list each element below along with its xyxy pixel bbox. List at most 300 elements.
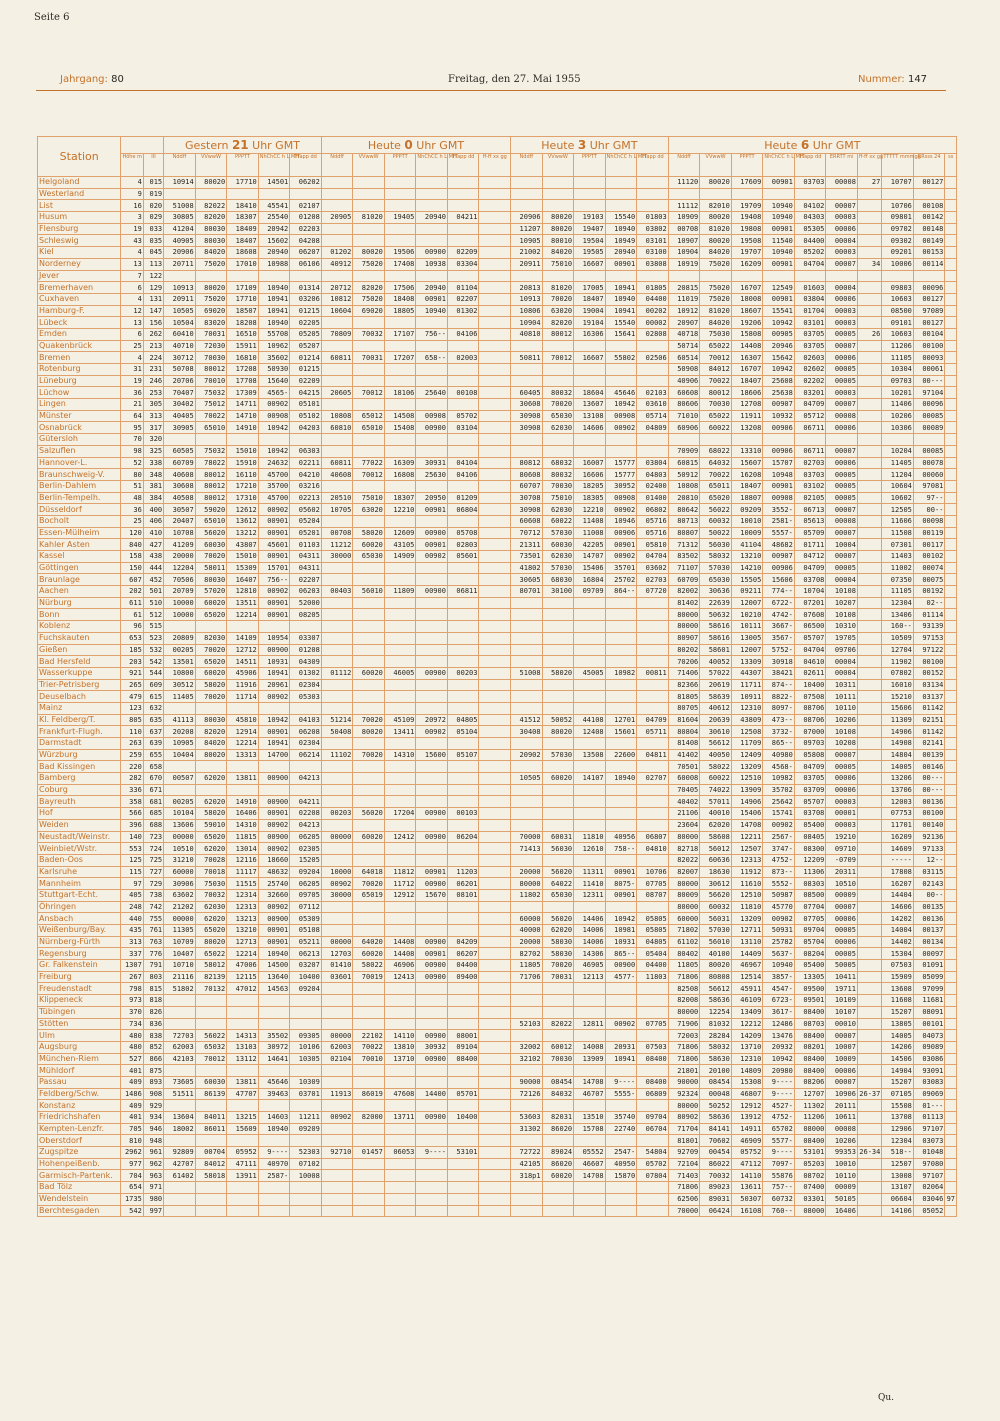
- table-cell: 518--: [882, 1147, 914, 1159]
- table-row: [38, 247, 957, 259]
- table-cell: [945, 352, 957, 364]
- table-row: [38, 714, 957, 726]
- table-cell: 16207: [882, 878, 914, 890]
- table-cell: 82002: [668, 586, 700, 598]
- table-cell: [542, 200, 574, 212]
- table-cell: 03602: [637, 562, 669, 574]
- table-cell: 07608: [794, 609, 826, 621]
- table-cell: 00007: [826, 527, 858, 539]
- table-cell: 09101: [882, 317, 914, 329]
- table-row: [38, 1182, 957, 1194]
- table-cell: 80030: [195, 235, 227, 247]
- table-cell: [258, 702, 290, 714]
- table-cell: [857, 551, 881, 563]
- table-cell: [195, 784, 227, 796]
- table-cell: 14406: [574, 913, 606, 925]
- table-cell: 10010: [826, 1158, 858, 1170]
- table-cell: 16306: [574, 328, 606, 340]
- table-cell: 15304: [882, 948, 914, 960]
- table-cell: 75020: [353, 258, 385, 270]
- table-cell: [321, 1193, 353, 1205]
- table-cell: 03709: [794, 784, 826, 796]
- table-cell: 80030: [195, 574, 227, 586]
- table-cell: 80202: [668, 644, 700, 656]
- table-cell: [447, 597, 479, 609]
- table-cell: 544: [143, 667, 163, 679]
- table-cell: [447, 738, 479, 750]
- table-cell: [945, 1147, 957, 1159]
- table-cell: 15308: [731, 1076, 763, 1088]
- station-name: Jever: [38, 270, 121, 282]
- table-cell: 12810: [227, 586, 259, 598]
- table-cell: 56010: [353, 586, 385, 598]
- table-row: [38, 457, 957, 469]
- station-name: Bonn: [38, 609, 121, 621]
- table-cell: [479, 784, 511, 796]
- table-cell: [479, 1088, 511, 1100]
- table-cell: 03134: [913, 679, 945, 691]
- table-cell: 13805: [882, 1018, 914, 1030]
- table-cell: [479, 293, 511, 305]
- table-cell: 05752: [731, 1147, 763, 1159]
- table-cell: 12313: [227, 901, 259, 913]
- table-cell: 14609: [882, 843, 914, 855]
- table-cell: 82139: [195, 971, 227, 983]
- table-cell: 18407: [574, 293, 606, 305]
- station-name: Braunlage: [38, 574, 121, 586]
- table-cell: 05708: [447, 527, 479, 539]
- table-row: [38, 738, 957, 750]
- table-row: [38, 854, 957, 866]
- table-row: [38, 469, 957, 481]
- table-cell: 00902: [605, 1018, 637, 1030]
- table-cell: [637, 1205, 669, 1217]
- table-cell: [945, 644, 957, 656]
- table-cell: 635: [143, 714, 163, 726]
- table-cell: 06303: [290, 445, 322, 457]
- table-cell: [857, 738, 881, 750]
- table-cell: 427: [143, 539, 163, 551]
- table-cell: 05400: [794, 960, 826, 972]
- table-cell: 97104: [913, 387, 945, 399]
- table-cell: [945, 1170, 957, 1182]
- table-cell: 19408: [731, 212, 763, 224]
- station-name: Ansbach: [38, 913, 121, 925]
- table-cell: [447, 679, 479, 691]
- table-cell: [321, 200, 353, 212]
- table-cell: [321, 925, 353, 937]
- table-cell: [321, 235, 353, 247]
- station-name: Bremerhaven: [38, 282, 121, 294]
- table-cell: 00007: [826, 258, 858, 270]
- table-cell: [447, 854, 479, 866]
- table-cell: [479, 1123, 511, 1135]
- table-cell: 58608: [700, 831, 732, 843]
- table-cell: 15707: [763, 457, 795, 469]
- table-cell: 02208: [290, 808, 322, 820]
- table-cell: 156: [143, 317, 163, 329]
- table-cell: 15602: [258, 235, 290, 247]
- table-cell: 480: [121, 1041, 143, 1053]
- table-cell: 19: [121, 375, 143, 387]
- table-cell: 09302: [882, 235, 914, 247]
- station-name: Hamburg-F.: [38, 305, 121, 317]
- table-cell: 64032: [700, 457, 732, 469]
- table-cell: 810: [121, 1135, 143, 1147]
- table-cell: 15309: [227, 562, 259, 574]
- table-cell: 00---: [913, 375, 945, 387]
- table-cell: [416, 995, 448, 1007]
- table-cell: [605, 796, 637, 808]
- table-cell: 00902: [258, 586, 290, 598]
- table-cell: [479, 200, 511, 212]
- table-cell: 16110: [227, 469, 259, 481]
- table-cell: 14210: [731, 562, 763, 574]
- table-cell: [195, 761, 227, 773]
- table-cell: 14402: [882, 936, 914, 948]
- table-cell: [542, 364, 574, 376]
- table-cell: [416, 913, 448, 925]
- table-cell: [857, 632, 881, 644]
- table-cell: 04712: [794, 551, 826, 563]
- table-cell: 65010: [195, 422, 227, 434]
- table-cell: 16510: [227, 328, 259, 340]
- table-cell: 19104: [574, 317, 606, 329]
- table-cell: 60811: [321, 457, 353, 469]
- table-cell: 12113: [574, 971, 606, 983]
- table-cell: 04709: [794, 562, 826, 574]
- table-cell: 305: [143, 399, 163, 411]
- table-cell: 10808: [668, 480, 700, 492]
- table-cell: 00202: [637, 305, 669, 317]
- table-cell: [574, 1065, 606, 1077]
- table-cell: 09201: [882, 247, 914, 259]
- table-cell: 03804: [794, 293, 826, 305]
- table-cell: 10000: [321, 866, 353, 878]
- table-cell: 10505: [164, 305, 196, 317]
- table-cell: 00008: [826, 177, 858, 189]
- table-cell: [290, 761, 322, 773]
- table-cell: [384, 223, 416, 235]
- table-cell: 57011: [700, 796, 732, 808]
- table-cell: [605, 375, 637, 387]
- table-cell: 80020: [700, 177, 732, 189]
- table-cell: 55802: [605, 352, 637, 364]
- table-cell: 12486: [763, 1018, 795, 1030]
- table-cell: [353, 434, 385, 446]
- table-cell: [574, 445, 606, 457]
- table-cell: [321, 761, 353, 773]
- table-cell: [447, 995, 479, 1007]
- table-cell: 12912: [384, 889, 416, 901]
- table-cell: [637, 738, 669, 750]
- table-cell: 9----: [258, 1147, 290, 1159]
- table-cell: [945, 714, 957, 726]
- table-cell: 282: [121, 773, 143, 785]
- station-name: Mühldorf: [38, 1065, 121, 1077]
- table-cell: [857, 621, 881, 633]
- table-cell: [479, 1135, 511, 1147]
- table-cell: 20931: [605, 1041, 637, 1053]
- table-cell: 203: [121, 656, 143, 668]
- table-cell: [384, 480, 416, 492]
- table-cell: 97: [121, 878, 143, 890]
- table-cell: [542, 854, 574, 866]
- table-cell: 122: [143, 270, 163, 282]
- table-cell: 80642: [668, 504, 700, 516]
- table-cell: 70020: [195, 551, 227, 563]
- table-cell: [353, 854, 385, 866]
- table-cell: 10940: [605, 223, 637, 235]
- table-cell: [542, 901, 574, 913]
- table-cell: 80020: [542, 212, 574, 224]
- table-cell: [479, 866, 511, 878]
- table-cell: 45601: [258, 539, 290, 551]
- station-name: Deuselbach: [38, 691, 121, 703]
- table-cell: [542, 1065, 574, 1077]
- table-cell: [511, 434, 543, 446]
- table-cell: 12510: [731, 773, 763, 785]
- table-cell: 13608: [882, 983, 914, 995]
- table-cell: 4742-: [763, 609, 795, 621]
- table-cell: 47112: [731, 1158, 763, 1170]
- station-name: Garmisch-Partenk.: [38, 1170, 121, 1182]
- table-cell: [447, 1158, 479, 1170]
- table-cell: [479, 364, 511, 376]
- table-cell: 00901: [416, 866, 448, 878]
- table-row: [38, 1147, 957, 1159]
- table-cell: 10919: [668, 258, 700, 270]
- station-name: Cuxhaven: [38, 293, 121, 305]
- table-cell: 60020: [542, 1170, 574, 1182]
- table-cell: [637, 270, 669, 282]
- table-cell: [945, 340, 957, 352]
- table-cell: 08702: [794, 1170, 826, 1182]
- table-cell: [605, 1182, 637, 1194]
- table-cell: 70000: [511, 831, 543, 843]
- table-cell: 73501: [511, 551, 543, 563]
- table-cell: 03101: [637, 235, 669, 247]
- table-cell: 00900: [416, 971, 448, 983]
- table-cell: 317: [143, 422, 163, 434]
- table-cell: 21002: [511, 247, 543, 259]
- table-cell: [416, 1135, 448, 1147]
- table-cell: 56612: [700, 738, 732, 750]
- table-cell: 10913: [164, 282, 196, 294]
- table-cell: [321, 317, 353, 329]
- table-cell: 40010: [700, 808, 732, 820]
- table-cell: 59020: [195, 504, 227, 516]
- table-cell: [913, 188, 945, 200]
- table-cell: 02107: [290, 200, 322, 212]
- table-cell: 12549: [763, 282, 795, 294]
- table-cell: 11120: [668, 177, 700, 189]
- station-name: Baden-Oos: [38, 854, 121, 866]
- table-cell: 10411: [826, 971, 858, 983]
- table-row: [38, 317, 957, 329]
- table-cell: 17207: [384, 352, 416, 364]
- table-cell: [511, 621, 543, 633]
- table-cell: 07112: [290, 901, 322, 913]
- table-cell: [511, 1065, 543, 1077]
- table-cell: 11810: [574, 831, 606, 843]
- table-cell: 22600: [605, 749, 637, 761]
- table-cell: 19: [121, 223, 143, 235]
- table-cell: 00--: [913, 504, 945, 516]
- table-cell: 15777: [605, 469, 637, 481]
- table-cell: 00900: [416, 936, 448, 948]
- table-cell: [945, 632, 957, 644]
- table-cell: 00205: [164, 796, 196, 808]
- table-cell: 82702: [511, 948, 543, 960]
- table-cell: [945, 1041, 957, 1053]
- table-cell: 45005: [574, 667, 606, 679]
- table-cell: 18106: [384, 387, 416, 399]
- table-cell: 17107: [384, 328, 416, 340]
- table-cell: 10206: [826, 1135, 858, 1147]
- table-cell: 10706: [882, 200, 914, 212]
- table-cell: 01314: [290, 282, 322, 294]
- table-cell: 705: [121, 1123, 143, 1135]
- table-cell: [945, 1123, 957, 1135]
- station-name: Kiel: [38, 247, 121, 259]
- table-cell: 58020: [353, 527, 385, 539]
- table-cell: 755: [143, 913, 163, 925]
- table-cell: 04211: [290, 796, 322, 808]
- table-cell: [574, 1006, 606, 1018]
- table-cell: 42205: [574, 539, 606, 551]
- table-cell: 50708: [164, 364, 196, 376]
- table-cell: [511, 364, 543, 376]
- table-cell: 00003: [826, 247, 858, 259]
- table-cell: 03137: [913, 691, 945, 703]
- table-cell: [353, 270, 385, 282]
- table-cell: 00006: [826, 293, 858, 305]
- table-cell: 02209: [290, 375, 322, 387]
- table-cell: 9: [121, 188, 143, 200]
- table-cell: 18002: [164, 1123, 196, 1135]
- table-cell: 65022: [700, 410, 732, 422]
- table-cell: 4: [121, 352, 143, 364]
- table-cell: [353, 317, 385, 329]
- table-cell: 671: [143, 784, 163, 796]
- table-cell: 15642: [763, 352, 795, 364]
- table-cell: 10913: [511, 293, 543, 305]
- table-cell: 71906: [668, 1018, 700, 1030]
- code-header: NhChCC h L MH: [258, 154, 290, 177]
- table-cell: 81020: [700, 305, 732, 317]
- table-cell: [353, 656, 385, 668]
- table-cell: [479, 328, 511, 340]
- table-cell: 10940: [763, 247, 795, 259]
- table-cell: [857, 609, 881, 621]
- table-cell: 16406: [826, 1205, 858, 1217]
- table-cell: [290, 1065, 322, 1077]
- table-cell: 57030: [542, 749, 574, 761]
- table-cell: [511, 983, 543, 995]
- table-cell: [258, 434, 290, 446]
- table-cell: 80705: [668, 702, 700, 714]
- table-cell: 15207: [882, 1006, 914, 1018]
- station-header: Station: [38, 137, 121, 177]
- station-name: Wendelstein: [38, 1193, 121, 1205]
- table-cell: 98: [121, 445, 143, 457]
- table-cell: 58022: [700, 761, 732, 773]
- table-row: [38, 1053, 957, 1065]
- table-cell: [384, 1076, 416, 1088]
- table-cell: 11002: [882, 562, 914, 574]
- table-cell: [479, 457, 511, 469]
- station-name: Hohenpeißenb.: [38, 1158, 121, 1170]
- table-cell: [416, 1205, 448, 1217]
- table-cell: 65022: [195, 948, 227, 960]
- table-cell: [637, 784, 669, 796]
- table-cell: [574, 597, 606, 609]
- table-cell: 10941: [258, 293, 290, 305]
- table-cell: 11212: [321, 539, 353, 551]
- table-cell: 73605: [164, 1076, 196, 1088]
- table-cell: 1735: [121, 1193, 143, 1205]
- table-cell: 10949: [605, 235, 637, 247]
- table-cell: 07704: [794, 901, 826, 913]
- table-cell: 00908: [416, 410, 448, 422]
- table-cell: 17808: [882, 866, 914, 878]
- table-cell: 01202: [321, 247, 353, 259]
- station-name: Öhringen: [38, 901, 121, 913]
- table-cell: 4: [121, 177, 143, 189]
- table-cell: 04213: [290, 773, 322, 785]
- table-cell: 12304: [882, 1135, 914, 1147]
- table-cell: 48632: [258, 866, 290, 878]
- table-cell: 14313: [227, 1030, 259, 1042]
- table-cell: [857, 492, 881, 504]
- table-cell: [945, 1006, 957, 1018]
- table-cell: [511, 761, 543, 773]
- table-cell: [574, 1030, 606, 1042]
- table-cell: [511, 445, 543, 457]
- table-cell: 64022: [542, 878, 574, 890]
- table-cell: 30610: [700, 726, 732, 738]
- table-cell: 05805: [637, 925, 669, 937]
- table-cell: [945, 1112, 957, 1124]
- table-cell: 53101: [794, 1147, 826, 1159]
- table-cell: 00096: [913, 282, 945, 294]
- table-cell: 05805: [637, 913, 669, 925]
- table-cell: 10706: [637, 866, 669, 878]
- table-cell: [416, 317, 448, 329]
- table-cell: 00901: [258, 597, 290, 609]
- table-cell: [479, 1170, 511, 1182]
- table-cell: 01209: [447, 492, 479, 504]
- table-cell: 00006: [826, 422, 858, 434]
- station-name: Gütersloh: [38, 434, 121, 446]
- table-cell: 10110: [826, 1170, 858, 1182]
- table-cell: 50632: [700, 609, 732, 621]
- table-cell: 14911: [731, 1123, 763, 1135]
- table-cell: [384, 609, 416, 621]
- table-cell: 02213: [290, 492, 322, 504]
- table-cell: [195, 1205, 227, 1217]
- table-cell: 384: [143, 492, 163, 504]
- table-cell: 50252: [700, 1100, 732, 1112]
- table-cell: 10304: [882, 364, 914, 376]
- table-cell: [668, 434, 700, 446]
- table-cell: 06207: [447, 948, 479, 960]
- table-cell: [574, 1182, 606, 1194]
- table-cell: [384, 1193, 416, 1205]
- table-cell: [945, 293, 957, 305]
- table-cell: 07503: [882, 960, 914, 972]
